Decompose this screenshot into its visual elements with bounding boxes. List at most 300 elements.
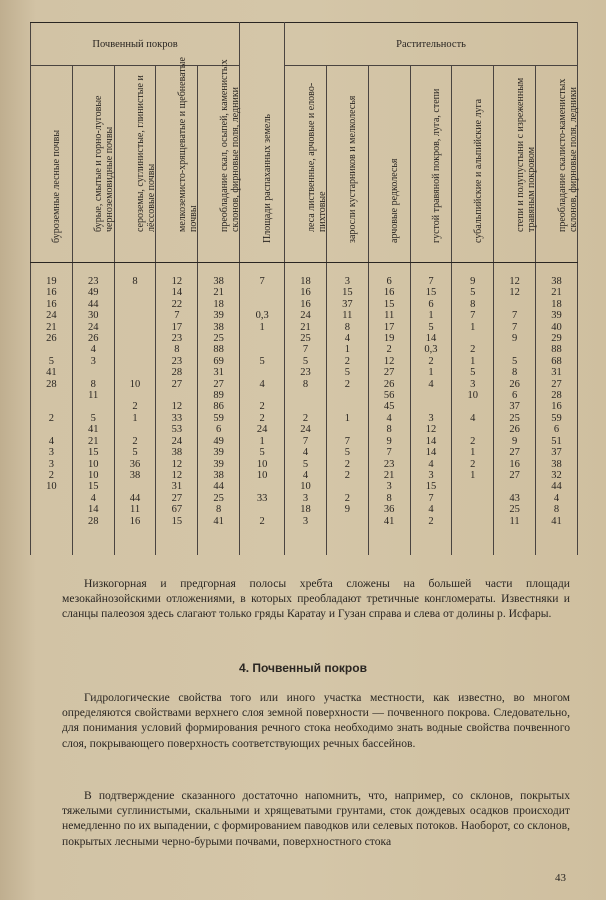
- table-cell: 25: [494, 413, 536, 424]
- table-cell: 88: [198, 344, 240, 355]
- col-header: густой травяной покров, луга, степи: [410, 66, 452, 263]
- table-cell: 21: [285, 322, 327, 333]
- table-cell: 23: [285, 367, 327, 378]
- table-cell: 6: [494, 390, 536, 401]
- table-cell: 8: [536, 504, 578, 515]
- table-cell: 12: [156, 401, 198, 412]
- table-cell: 1: [410, 367, 452, 378]
- table-cell: 5: [285, 459, 327, 470]
- table-cell: 5: [240, 447, 285, 458]
- table-cell: 15: [410, 287, 452, 298]
- table-cell: 10: [240, 470, 285, 481]
- table-cell: 69: [198, 356, 240, 367]
- table-cell: [326, 481, 368, 492]
- table-cell: 10: [72, 459, 114, 470]
- table-cell: 15: [72, 481, 114, 492]
- table-cell: 5: [326, 367, 368, 378]
- table-cell: 6: [198, 424, 240, 435]
- table-cell: 5: [31, 356, 73, 367]
- table-row: [31, 356, 578, 367]
- table-cell: 36: [114, 459, 156, 470]
- page-number: 43: [555, 872, 566, 884]
- table-cell: 26: [31, 333, 73, 344]
- table-cell: 39: [198, 447, 240, 458]
- group-header-soil: Почвенный покров: [31, 23, 240, 66]
- table-cell: 1: [240, 436, 285, 447]
- table-cell: 8: [156, 344, 198, 355]
- table-cell: 8: [368, 493, 410, 504]
- table-cell: 1: [452, 470, 494, 481]
- table-cell: 41: [31, 367, 73, 378]
- table-cell: 25: [285, 333, 327, 344]
- table-cell: 9: [326, 504, 368, 515]
- table-cell: 22: [156, 299, 198, 310]
- table-cell: 3: [452, 379, 494, 390]
- table-cell: 31: [198, 367, 240, 378]
- table-cell: 11: [72, 390, 114, 401]
- table-cell: 5: [72, 413, 114, 424]
- table-row: [31, 276, 578, 287]
- col-header: степи и полупустыни с изреженным травяным покровом: [494, 66, 536, 263]
- table-cell: 1: [452, 356, 494, 367]
- table-cell: 37: [536, 447, 578, 458]
- table-cell: 8: [452, 299, 494, 310]
- table-cell: 3: [326, 276, 368, 287]
- table-cell: [494, 344, 536, 355]
- table-cell: 21: [536, 287, 578, 298]
- table-cell: 24: [72, 322, 114, 333]
- table-cell: 7: [452, 310, 494, 321]
- table-cell: 2: [452, 436, 494, 447]
- col-header: бурые, смытые и горно-луговые черноземовидные почвы: [72, 66, 114, 263]
- col-header-ploughed: Площади распаханных земель: [240, 23, 285, 263]
- table-cell: 16: [114, 516, 156, 527]
- table-cell: 43: [494, 493, 536, 504]
- table-cell: 26: [494, 379, 536, 390]
- table-cell: 3: [410, 470, 452, 481]
- table-cell: 2: [326, 493, 368, 504]
- table-cell: 2: [31, 470, 73, 481]
- paragraph: Гидрологические свойства того или иного участка местности, как известно, во многом определяются свойствами верхнего слоя земной поверхности — почвенного покрова. Следовательно, для понимания условий формирования речного стока необходимо знать водные свойства почвенного слоя, покрывающего поверхность соответствующих речных бассейнов.: [62, 691, 570, 750]
- table-cell: 3: [285, 493, 327, 504]
- paragraph: В подтверждение сказанного достаточно напомнить, что, например, со склонов, покрытых тяжелыми суглинистыми, скальными и хрящеватыми грунтами, сток дождевых осадков происходит немедленно по их выпадении, с формированием паводков или селевых потоков. Наоборот, со склонов, покрытых лесными черно-бурыми почвами, поверхностного стока: [62, 789, 570, 848]
- group-header-vegetation: Растительность: [285, 23, 578, 66]
- table-cell: 4: [285, 447, 327, 458]
- table-cell: 7: [410, 493, 452, 504]
- table-cell: 67: [156, 504, 198, 515]
- table-cell: [410, 390, 452, 401]
- table-cell: 44: [198, 481, 240, 492]
- table-cell: 17: [156, 322, 198, 333]
- table-cell: [240, 481, 285, 492]
- table-cell: 27: [156, 379, 198, 390]
- table-cell: 28: [31, 379, 73, 390]
- table-cell: 28: [156, 367, 198, 378]
- table-cell: [240, 390, 285, 401]
- table-cell: 2: [452, 459, 494, 470]
- table-cell: [452, 401, 494, 412]
- table-cell: 6: [368, 276, 410, 287]
- table-cell: 7: [494, 322, 536, 333]
- table-cell: 2: [326, 470, 368, 481]
- table-cell: 51: [536, 436, 578, 447]
- table-cell: [31, 344, 73, 355]
- table-cell: 5: [285, 356, 327, 367]
- table-cell: 88: [536, 344, 578, 355]
- table-cell: 7: [326, 436, 368, 447]
- table-cell: 38: [536, 459, 578, 470]
- table-cell: 29: [536, 333, 578, 344]
- table-cell: 38: [198, 322, 240, 333]
- col-header: субальпийские и альпийские луга: [452, 66, 494, 263]
- table-cell: 37: [326, 299, 368, 310]
- table-cell: 8: [368, 424, 410, 435]
- table-cell: 36: [368, 504, 410, 515]
- table-cell: 2: [410, 516, 452, 527]
- table-cell: 4: [285, 470, 327, 481]
- table-cell: 12: [494, 276, 536, 287]
- table-cell: 56: [368, 390, 410, 401]
- table-cell: [114, 390, 156, 401]
- table-cell: 4: [368, 413, 410, 424]
- table-cell: [326, 401, 368, 412]
- table-cell: 12: [410, 424, 452, 435]
- col-header: преобладание скалисто-каменистых склонов, фирновые поля, ледники: [536, 66, 578, 263]
- table-row: [31, 299, 578, 310]
- table-cell: 21: [31, 322, 73, 333]
- table-cell: [452, 424, 494, 435]
- table-cell: [494, 481, 536, 492]
- table-cell: [31, 401, 73, 412]
- table-cell: 27: [494, 470, 536, 481]
- table-cell: 9: [452, 276, 494, 287]
- table-cell: 12: [368, 356, 410, 367]
- col-header: мелкоземисто-хрящеватые и щебневатые почвы: [156, 66, 198, 263]
- table-cell: 4: [410, 459, 452, 470]
- table-cell: 38: [198, 276, 240, 287]
- table-cell: 1: [452, 447, 494, 458]
- table-cell: 8: [72, 379, 114, 390]
- table-cell: [240, 333, 285, 344]
- table-row: [31, 413, 578, 424]
- table-cell: 40: [536, 322, 578, 333]
- table-cell: [31, 424, 73, 435]
- table-cell: 7: [494, 310, 536, 321]
- table-cell: 15: [72, 447, 114, 458]
- table-cell: 24: [285, 310, 327, 321]
- table-cell: 5: [326, 447, 368, 458]
- soil-vegetation-table: [30, 22, 578, 555]
- table-cell: [326, 516, 368, 527]
- table-cell: 16: [494, 459, 536, 470]
- table-cell: 25: [198, 493, 240, 504]
- table-cell: 5: [494, 356, 536, 367]
- table-cell: 8: [198, 504, 240, 515]
- table-cell: 24: [240, 424, 285, 435]
- table-cell: 11: [114, 504, 156, 515]
- table-cell: [156, 390, 198, 401]
- table-cell: 1: [114, 413, 156, 424]
- table-cell: [240, 367, 285, 378]
- table-cell: 0,3: [410, 344, 452, 355]
- table-cell: 26: [368, 379, 410, 390]
- table-cell: 2: [240, 516, 285, 527]
- table-cell: 4: [72, 344, 114, 355]
- table-cell: 2: [240, 401, 285, 412]
- table-cell: [240, 344, 285, 355]
- table-cell: 2: [240, 413, 285, 424]
- col-header: арчовые редколесья: [368, 66, 410, 263]
- table-cell: 23: [72, 276, 114, 287]
- table-cell: 23: [368, 459, 410, 470]
- table-cell: 11: [494, 516, 536, 527]
- table-cell: 26: [72, 333, 114, 344]
- table-cell: 41: [368, 516, 410, 527]
- spacer-row: [31, 527, 578, 555]
- table-cell: 1: [326, 413, 368, 424]
- table-cell: 37: [494, 401, 536, 412]
- table-cell: [31, 504, 73, 515]
- table-cell: 2: [452, 344, 494, 355]
- table-cell: 86: [198, 401, 240, 412]
- table-cell: 68: [536, 356, 578, 367]
- table-cell: [452, 504, 494, 515]
- table-cell: 1: [452, 322, 494, 333]
- table-cell: 4: [536, 493, 578, 504]
- table-cell: 1: [410, 310, 452, 321]
- table-cell: [452, 493, 494, 504]
- table-cell: 9: [494, 436, 536, 447]
- table-cell: [114, 310, 156, 321]
- table-row: [31, 470, 578, 481]
- table-cell: 39: [198, 459, 240, 470]
- table-cell: [452, 481, 494, 492]
- table-cell: 2: [285, 413, 327, 424]
- table-cell: 39: [198, 310, 240, 321]
- table-cell: [114, 344, 156, 355]
- col-header: леса лиственные, арчовые и елово-пихтовые: [285, 66, 327, 263]
- table-cell: 24: [156, 436, 198, 447]
- table-cell: 10: [452, 390, 494, 401]
- table-cell: 23: [156, 356, 198, 367]
- table-cell: 49: [72, 287, 114, 298]
- table-cell: 4: [31, 436, 73, 447]
- table-cell: [31, 493, 73, 504]
- table-cell: [31, 390, 73, 401]
- table-row: [31, 436, 578, 447]
- table-cell: 44: [72, 299, 114, 310]
- table-cell: 21: [198, 287, 240, 298]
- table-cell: 8: [494, 367, 536, 378]
- table-cell: 38: [536, 276, 578, 287]
- table-cell: 16: [285, 287, 327, 298]
- table-cell: [494, 299, 536, 310]
- table-cell: 14: [410, 436, 452, 447]
- table-cell: [285, 401, 327, 412]
- table-cell: 38: [198, 470, 240, 481]
- table-cell: [114, 356, 156, 367]
- table-cell: 10: [285, 481, 327, 492]
- table-cell: [240, 287, 285, 298]
- table-cell: 4: [326, 333, 368, 344]
- table-cell: 4: [72, 493, 114, 504]
- table-cell: 7: [285, 436, 327, 447]
- table-cell: 7: [410, 276, 452, 287]
- table-cell: 2: [114, 401, 156, 412]
- table-cell: 45: [368, 401, 410, 412]
- table-row: [31, 287, 578, 298]
- table-cell: [326, 390, 368, 401]
- table-cell: 16: [368, 287, 410, 298]
- table-row: [31, 424, 578, 435]
- table-cell: [114, 299, 156, 310]
- table-cell: 7: [285, 344, 327, 355]
- table-row: [31, 481, 578, 492]
- table-cell: [114, 322, 156, 333]
- table-cell: 16: [31, 299, 73, 310]
- table-cell: 3: [31, 459, 73, 470]
- table-cell: 0,3: [240, 310, 285, 321]
- table-cell: [410, 401, 452, 412]
- table-cell: [452, 333, 494, 344]
- table-cell: [72, 401, 114, 412]
- table-cell: 2: [31, 413, 73, 424]
- table-row: [31, 310, 578, 321]
- table-cell: 21: [72, 436, 114, 447]
- table-cell: 28: [72, 516, 114, 527]
- table-row: [31, 322, 578, 333]
- table-cell: 23: [156, 333, 198, 344]
- table-cell: [285, 390, 327, 401]
- table-cell: 9: [494, 333, 536, 344]
- table-cell: 27: [368, 367, 410, 378]
- table-cell: 27: [156, 493, 198, 504]
- table-cell: 14: [156, 287, 198, 298]
- table-row: [31, 367, 578, 378]
- table-cell: 18: [285, 276, 327, 287]
- table-cell: [114, 481, 156, 492]
- table-cell: [240, 299, 285, 310]
- table-cell: 17: [368, 322, 410, 333]
- table-cell: 2: [410, 356, 452, 367]
- table-cell: [114, 333, 156, 344]
- table-cell: [452, 516, 494, 527]
- table-cell: 1: [240, 322, 285, 333]
- table-row: [31, 390, 578, 401]
- table-cell: 24: [285, 424, 327, 435]
- paragraph: Низкогорная и предгорная полосы хребта сложены на большей части площади мезокайнозойскими отложениями, в которых преобладают третичные конгломераты. Известняки и сланцы палеозоя здесь слагают только гряды Каратау и Гузан справа и слева от долины р. Исфары.: [62, 577, 570, 621]
- table-cell: 49: [198, 436, 240, 447]
- table-cell: 2: [368, 344, 410, 355]
- col-header: преобладание скал, осыпей, каменистых склонов, фирновые поля, ледники: [198, 66, 240, 263]
- section-heading: 4. Почвенный покров: [239, 661, 367, 675]
- table-cell: 25: [198, 333, 240, 344]
- table-cell: [114, 287, 156, 298]
- table-cell: 5: [410, 322, 452, 333]
- table-cell: 4: [410, 504, 452, 515]
- table-cell: 26: [494, 424, 536, 435]
- table-cell: 44: [114, 493, 156, 504]
- table-cell: [326, 424, 368, 435]
- table-cell: 10: [31, 481, 73, 492]
- table-cell: 18: [285, 504, 327, 515]
- table-cell: 10: [72, 470, 114, 481]
- table-cell: 31: [156, 481, 198, 492]
- table-cell: 7: [240, 276, 285, 287]
- spacer-row: [31, 263, 578, 277]
- table-cell: 41: [72, 424, 114, 435]
- table-cell: 32: [536, 470, 578, 481]
- table-cell: 4: [452, 413, 494, 424]
- table-cell: 16: [31, 287, 73, 298]
- table-cell: 19: [31, 276, 73, 287]
- table-cell: [31, 516, 73, 527]
- table-cell: [114, 424, 156, 435]
- table-cell: 4: [410, 379, 452, 390]
- table-cell: 31: [536, 367, 578, 378]
- table-cell: 15: [368, 299, 410, 310]
- table-cell: 7: [368, 447, 410, 458]
- table-cell: 15: [156, 516, 198, 527]
- table-cell: 27: [198, 379, 240, 390]
- table-cell: 6: [410, 299, 452, 310]
- table-cell: 15: [326, 287, 368, 298]
- table-cell: 3: [72, 356, 114, 367]
- table-cell: 3: [368, 481, 410, 492]
- table-cell: 39: [536, 310, 578, 321]
- table-cell: 3: [31, 447, 73, 458]
- table-cell: 59: [536, 413, 578, 424]
- table-cell: 59: [198, 413, 240, 424]
- table-cell: 4: [240, 379, 285, 390]
- table-cell: 2: [326, 356, 368, 367]
- table-cell: 15: [410, 481, 452, 492]
- table-cell: 16: [536, 401, 578, 412]
- table-cell: 14: [410, 447, 452, 458]
- table-cell: 25: [494, 504, 536, 515]
- table-cell: 41: [198, 516, 240, 527]
- table-cell: 33: [156, 413, 198, 424]
- table-row: [31, 493, 578, 504]
- table-cell: 10: [240, 459, 285, 470]
- table-row: [31, 401, 578, 412]
- table-cell: 5: [240, 356, 285, 367]
- table-cell: 27: [494, 447, 536, 458]
- table-row: [31, 459, 578, 470]
- table-cell: 5: [452, 367, 494, 378]
- table-cell: 89: [198, 390, 240, 401]
- table-cell: 8: [285, 379, 327, 390]
- table-cell: 16: [285, 299, 327, 310]
- table-cell: 14: [72, 504, 114, 515]
- table-row: [31, 516, 578, 527]
- table-cell: 7: [156, 310, 198, 321]
- table-row: [31, 447, 578, 458]
- table-cell: 21: [368, 470, 410, 481]
- table-cell: 12: [156, 276, 198, 287]
- table-cell: 5: [114, 447, 156, 458]
- table-cell: 18: [536, 299, 578, 310]
- table-cell: 38: [114, 470, 156, 481]
- table-cell: 2: [114, 436, 156, 447]
- table-cell: 11: [368, 310, 410, 321]
- col-header: буроземные лесные почвы: [31, 66, 73, 263]
- table-cell: [72, 367, 114, 378]
- table-cell: 1: [326, 344, 368, 355]
- table-cell: 28: [536, 390, 578, 401]
- table-cell: 2: [326, 379, 368, 390]
- table-cell: 41: [536, 516, 578, 527]
